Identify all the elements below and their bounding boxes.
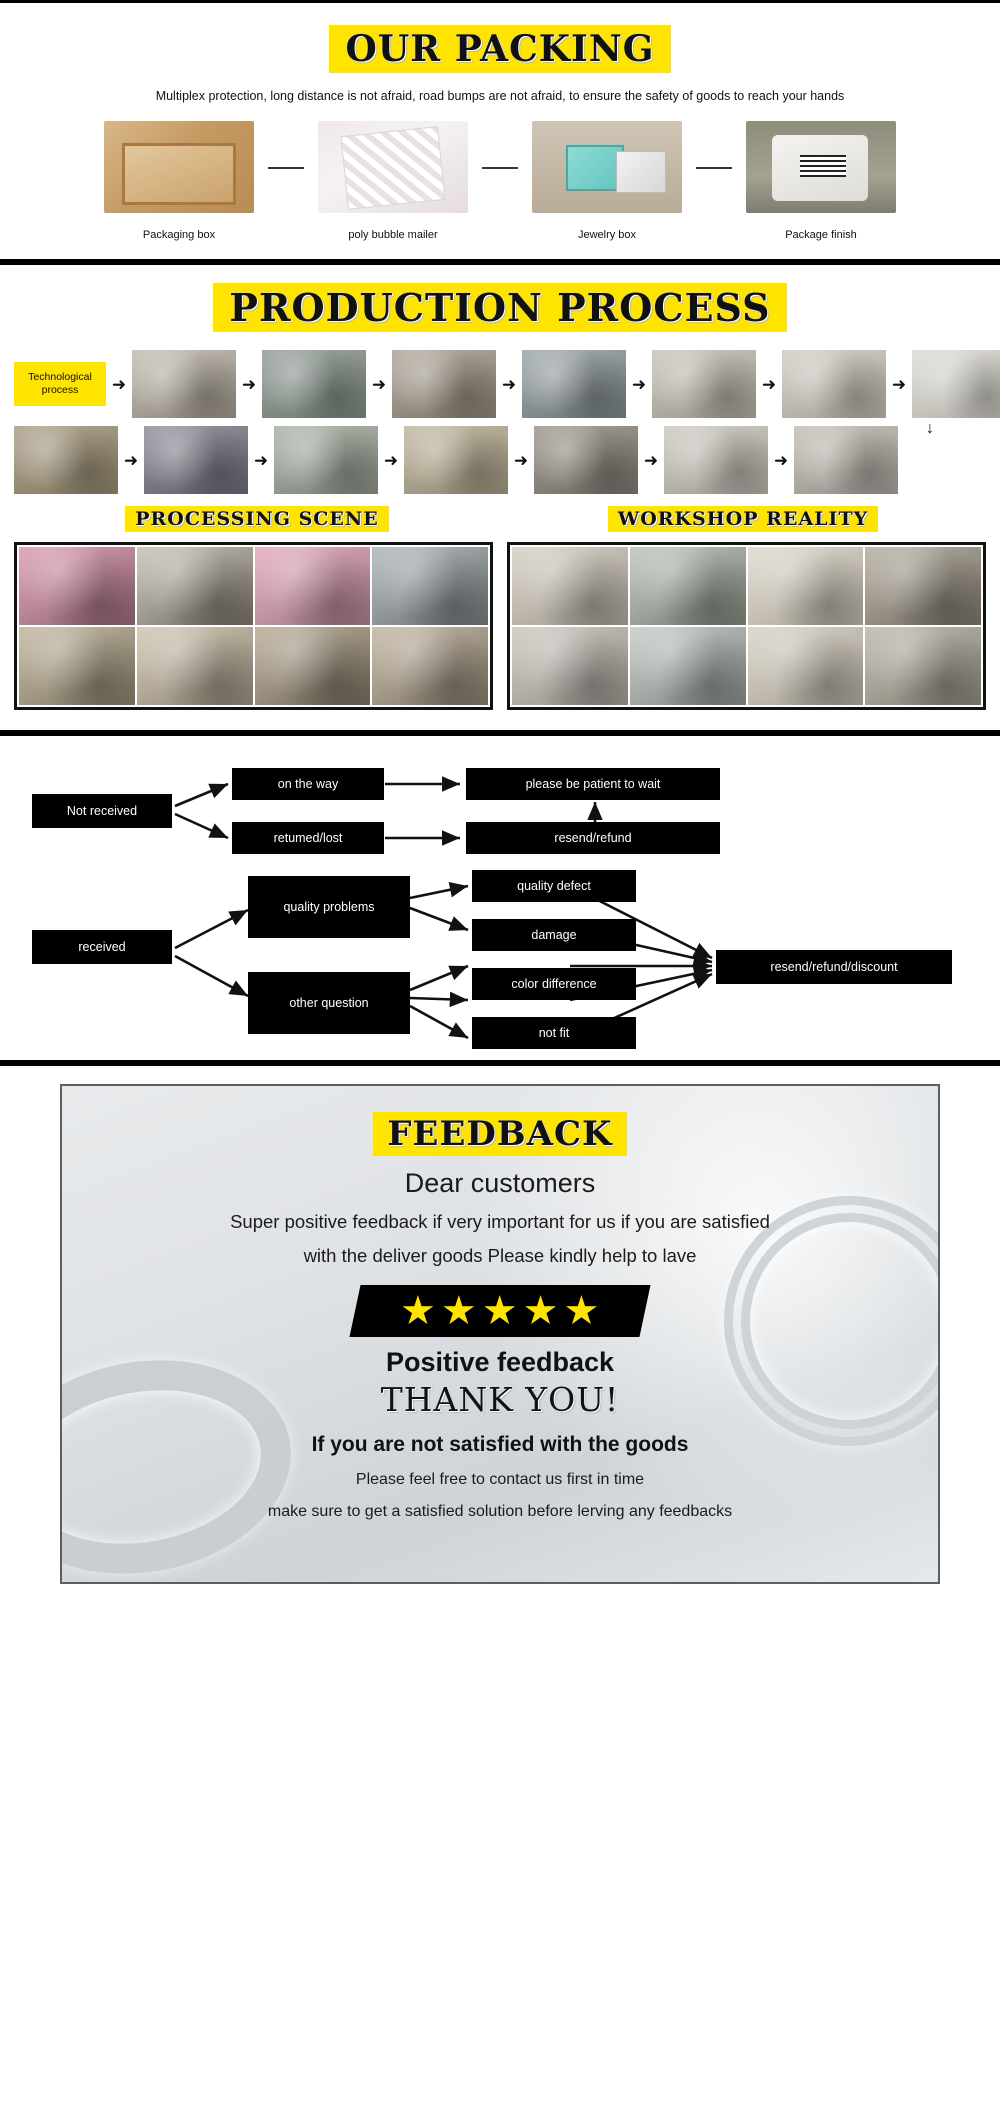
star-icon: ★ — [522, 1289, 559, 1333]
scene-photo-4 — [372, 547, 488, 625]
process-photo-2 — [262, 350, 366, 418]
production-subheads — [0, 506, 1000, 532]
packing-connector-3 — [696, 167, 732, 169]
workshop-photo-3 — [748, 547, 864, 625]
star-icon: ★ — [400, 1289, 437, 1333]
positive-feedback-label: Positive feedback — [385, 1347, 615, 1377]
flowchart — [0, 758, 1000, 1048]
process-photo-7 — [912, 350, 1000, 418]
arrow-icon: ➜ — [643, 450, 659, 470]
workshop-photo-2 — [630, 547, 746, 625]
not-satisfied-label: If you are not satisfied with the goods — [311, 1433, 689, 1456]
packing-subtitle: Multiplex protection, long distance is not afraid, road bumps are not afraid, to ensure the safety of goods to reach your hands — [155, 89, 845, 103]
scene-photo-6 — [137, 627, 253, 705]
packing-step-3 — [522, 121, 692, 241]
arrow-icon: ➜ — [253, 450, 269, 470]
processing-scene-heading-wrap — [14, 506, 500, 532]
packing-step-2-caption: poly bubble mailer — [348, 229, 438, 241]
process-photo-3 — [392, 350, 496, 418]
arrow-icon: ➜ — [501, 374, 517, 394]
process-photo-9 — [144, 426, 248, 494]
arrow-icon: ➜ — [123, 450, 139, 470]
process-photo-10 — [274, 426, 378, 494]
packing-step-4 — [736, 121, 906, 241]
arrow-icon: ➜ — [891, 374, 907, 394]
arrow-icon: ➜ — [773, 450, 789, 470]
process-photo-5 — [652, 350, 756, 418]
process-photo-1 — [132, 350, 236, 418]
arrow-icon: ➜ — [111, 374, 127, 394]
production-galleries — [0, 542, 1000, 710]
star-icon: ★ — [563, 1289, 600, 1333]
technological-process-label: Technological process — [14, 362, 106, 406]
node-resend-refund-discount: resend/refund/discount — [716, 950, 952, 984]
scene-photo-5 — [19, 627, 135, 705]
processing-scene-gallery — [14, 542, 493, 710]
feedback-line-2: with the deliver goods Please kindly help to lave — [303, 1245, 697, 1266]
packing-step-1 — [94, 121, 264, 241]
feedback-title-row — [62, 1112, 938, 1156]
feedback-content — [62, 1086, 938, 1521]
node-color-difference: color difference — [472, 968, 636, 1000]
arrow-icon: ➜ — [383, 450, 399, 470]
production-title: PRODUCTION PROCESS — [213, 283, 786, 332]
workshop-reality-gallery — [507, 542, 986, 710]
scene-photo-8 — [372, 627, 488, 705]
packing-step-3-caption: Jewelry box — [577, 229, 637, 241]
down-arrow-icon: ↓ — [926, 420, 934, 437]
star-rating-glyphs — [400, 1289, 599, 1333]
packing-step-2 — [308, 121, 478, 241]
process-photo-14 — [794, 426, 898, 494]
after-sales-flowchart-section — [0, 733, 1000, 1063]
bubble-mailer-photo — [318, 121, 468, 213]
thank-you-label: THANK YOU! — [380, 1380, 620, 1419]
process-photo-11 — [404, 426, 508, 494]
packing-steps — [0, 121, 1000, 241]
cardboard-box-photo — [104, 121, 254, 213]
node-not-received: Not received — [32, 794, 172, 828]
feedback-line-1: Super positive feedback if very important for us if you are satisfied — [230, 1211, 770, 1232]
scene-photo-2 — [137, 547, 253, 625]
feedback-card — [60, 1084, 940, 1584]
node-received: received — [32, 930, 172, 964]
feedback-greeting: Dear customers — [404, 1168, 596, 1198]
workshop-reality-heading: WORKSHOP REALITY — [608, 506, 878, 532]
arrow-icon: ➜ — [513, 450, 529, 470]
packing-step-1-caption: Packaging box — [142, 229, 216, 241]
scene-photo-1 — [19, 547, 135, 625]
contact-note-1: Please feel free to contact us first in time — [355, 1471, 645, 1488]
packing-connector-1 — [268, 167, 304, 169]
workshop-photo-5 — [512, 627, 628, 705]
processing-scene-heading: PROCESSING SCENE — [125, 506, 389, 532]
process-grid — [0, 350, 1000, 494]
process-photo-13 — [664, 426, 768, 494]
scene-photo-3 — [255, 547, 371, 625]
workshop-photo-6 — [630, 627, 746, 705]
workshop-photo-7 — [748, 627, 864, 705]
node-other-question: other question — [248, 972, 410, 1034]
finished-package-photo — [746, 121, 896, 213]
star-icon: ★ — [482, 1289, 518, 1333]
process-row-2 — [14, 426, 986, 494]
star-rating — [349, 1285, 650, 1337]
contact-note-2: make sure to get a satisfied solution before lerving any feedbacks — [267, 1503, 733, 1520]
scene-photo-7 — [255, 627, 371, 705]
production-title-row — [0, 283, 1000, 332]
feedback-title: FEEDBACK — [373, 1112, 626, 1156]
node-quality-problems: quality problems — [248, 876, 410, 938]
process-photo-12 — [534, 426, 638, 494]
star-icon: ★ — [441, 1289, 478, 1333]
workshop-photo-4 — [865, 547, 981, 625]
process-photo-4 — [522, 350, 626, 418]
node-resend-refund: resend/refund — [466, 822, 720, 854]
packing-title: OUR PACKING — [329, 25, 670, 73]
node-not-fit: not fit — [472, 1017, 636, 1049]
process-photo-8 — [14, 426, 118, 494]
packing-connector-2 — [482, 167, 518, 169]
packing-title-row — [0, 25, 1000, 73]
workshop-reality-heading-wrap — [500, 506, 986, 532]
node-on-the-way: on the way — [232, 768, 384, 800]
packing-section — [0, 0, 1000, 262]
feedback-section — [0, 1063, 1000, 1608]
node-damage: damage — [472, 919, 636, 951]
production-section — [0, 262, 1000, 733]
arrow-icon: ➜ — [631, 374, 647, 394]
node-returned-lost: retumed/lost — [232, 822, 384, 854]
node-quality-defect: quality defect — [472, 870, 636, 902]
node-please-wait: please be patient to wait — [466, 768, 720, 800]
workshop-photo-8 — [865, 627, 981, 705]
process-row-1 — [14, 350, 986, 437]
process-photo-6 — [782, 350, 886, 418]
arrow-icon: ➜ — [761, 374, 777, 394]
packing-step-4-caption: Package finish — [785, 229, 857, 241]
arrow-icon: ➜ — [241, 374, 257, 394]
workshop-photo-1 — [512, 547, 628, 625]
arrow-icon: ➜ — [371, 374, 387, 394]
jewelry-box-photo — [532, 121, 682, 213]
